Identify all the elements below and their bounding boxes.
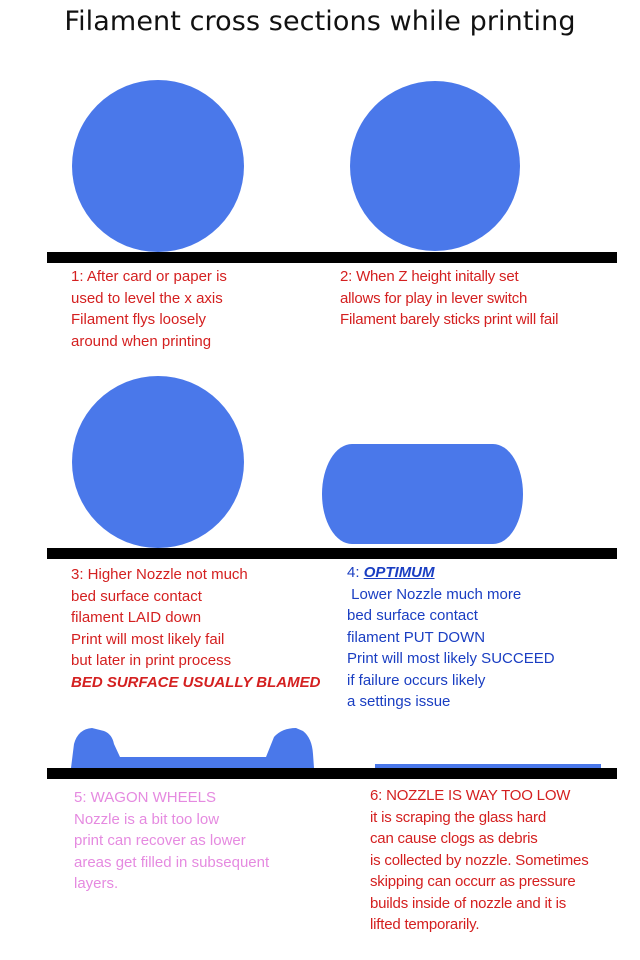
- caption-6-line: builds inside of nozzle and it is: [370, 894, 567, 912]
- caption-6-line: it is scraping the glass hard: [370, 808, 546, 826]
- print-bed-row-2: [47, 548, 617, 559]
- print-bed-row-3: [47, 768, 617, 779]
- caption-5-line: print can recover as lower: [74, 832, 246, 849]
- caption-3-line: but later in print process: [71, 652, 232, 669]
- caption-6: [370, 785, 589, 936]
- print-bed-row-1: [47, 252, 617, 263]
- caption-1: [71, 266, 227, 352]
- caption-5-line: layers.: [74, 875, 119, 892]
- caption-6-line: lifted temporarily.: [370, 916, 480, 933]
- caption-4-line: filament PUT DOWN: [347, 628, 486, 646]
- caption-5-line: Nozzle is a bit too low: [74, 810, 220, 828]
- diagram-title: Filament cross sections while printing: [64, 6, 576, 37]
- caption-5: [74, 787, 269, 895]
- caption-4: [347, 562, 555, 713]
- filament-section-2: [350, 81, 520, 251]
- caption-3: [71, 564, 320, 693]
- filament-section-1: [72, 80, 244, 252]
- filament-section-4: [322, 444, 523, 544]
- caption-6-line: can cause clogs as debris: [370, 830, 538, 847]
- caption-2: [340, 266, 558, 331]
- caption-6-line: is collected by nozzle. Sometimes: [370, 851, 589, 869]
- caption-2-line: 2: When Z height initally set: [340, 268, 519, 285]
- caption-1-line: around when printing: [71, 332, 212, 350]
- caption-4-heading-line: [347, 562, 555, 584]
- caption-4-line: a settings issue: [347, 693, 451, 710]
- caption-1-line: Filament flys loosely: [71, 311, 207, 328]
- caption-2-line: allows for play in lever switch: [340, 289, 528, 307]
- caption-1-line: 1: After card or paper is: [71, 268, 227, 285]
- caption-6-line: 6: NOZZLE IS WAY TOO LOW: [370, 787, 571, 804]
- caption-4-line: if failure occurs likely: [347, 671, 486, 689]
- caption-4-line: Print will most likely SUCCEED: [347, 650, 555, 667]
- caption-6-line: skipping can occurr as pressure: [370, 873, 576, 890]
- caption-3-line: Print will most likely fail: [71, 630, 225, 648]
- caption-4-line: bed surface contact: [347, 607, 478, 624]
- caption-5-line: 5: WAGON WHEELS: [74, 789, 216, 806]
- caption-4-prefix: 4:: [347, 564, 364, 581]
- caption-2-line: Filament barely sticks print will fail: [340, 311, 559, 328]
- caption-3-emphasis: BED SURFACE USUALLY BLAMED: [71, 673, 321, 691]
- caption-4-heading: OPTIMUM: [363, 564, 435, 581]
- caption-4-line: Lower Nozzle much more: [347, 585, 522, 603]
- caption-3-line: bed surface contact: [71, 587, 202, 605]
- caption-5-line: areas get filled in subsequent: [74, 853, 270, 871]
- caption-3-line: filament LAID down: [71, 609, 202, 626]
- caption-1-line: used to level the x axis: [71, 289, 223, 307]
- filament-section-3: [72, 376, 244, 548]
- caption-3-line: 3: Higher Nozzle not much: [71, 566, 248, 583]
- filament-section-5: [71, 728, 314, 768]
